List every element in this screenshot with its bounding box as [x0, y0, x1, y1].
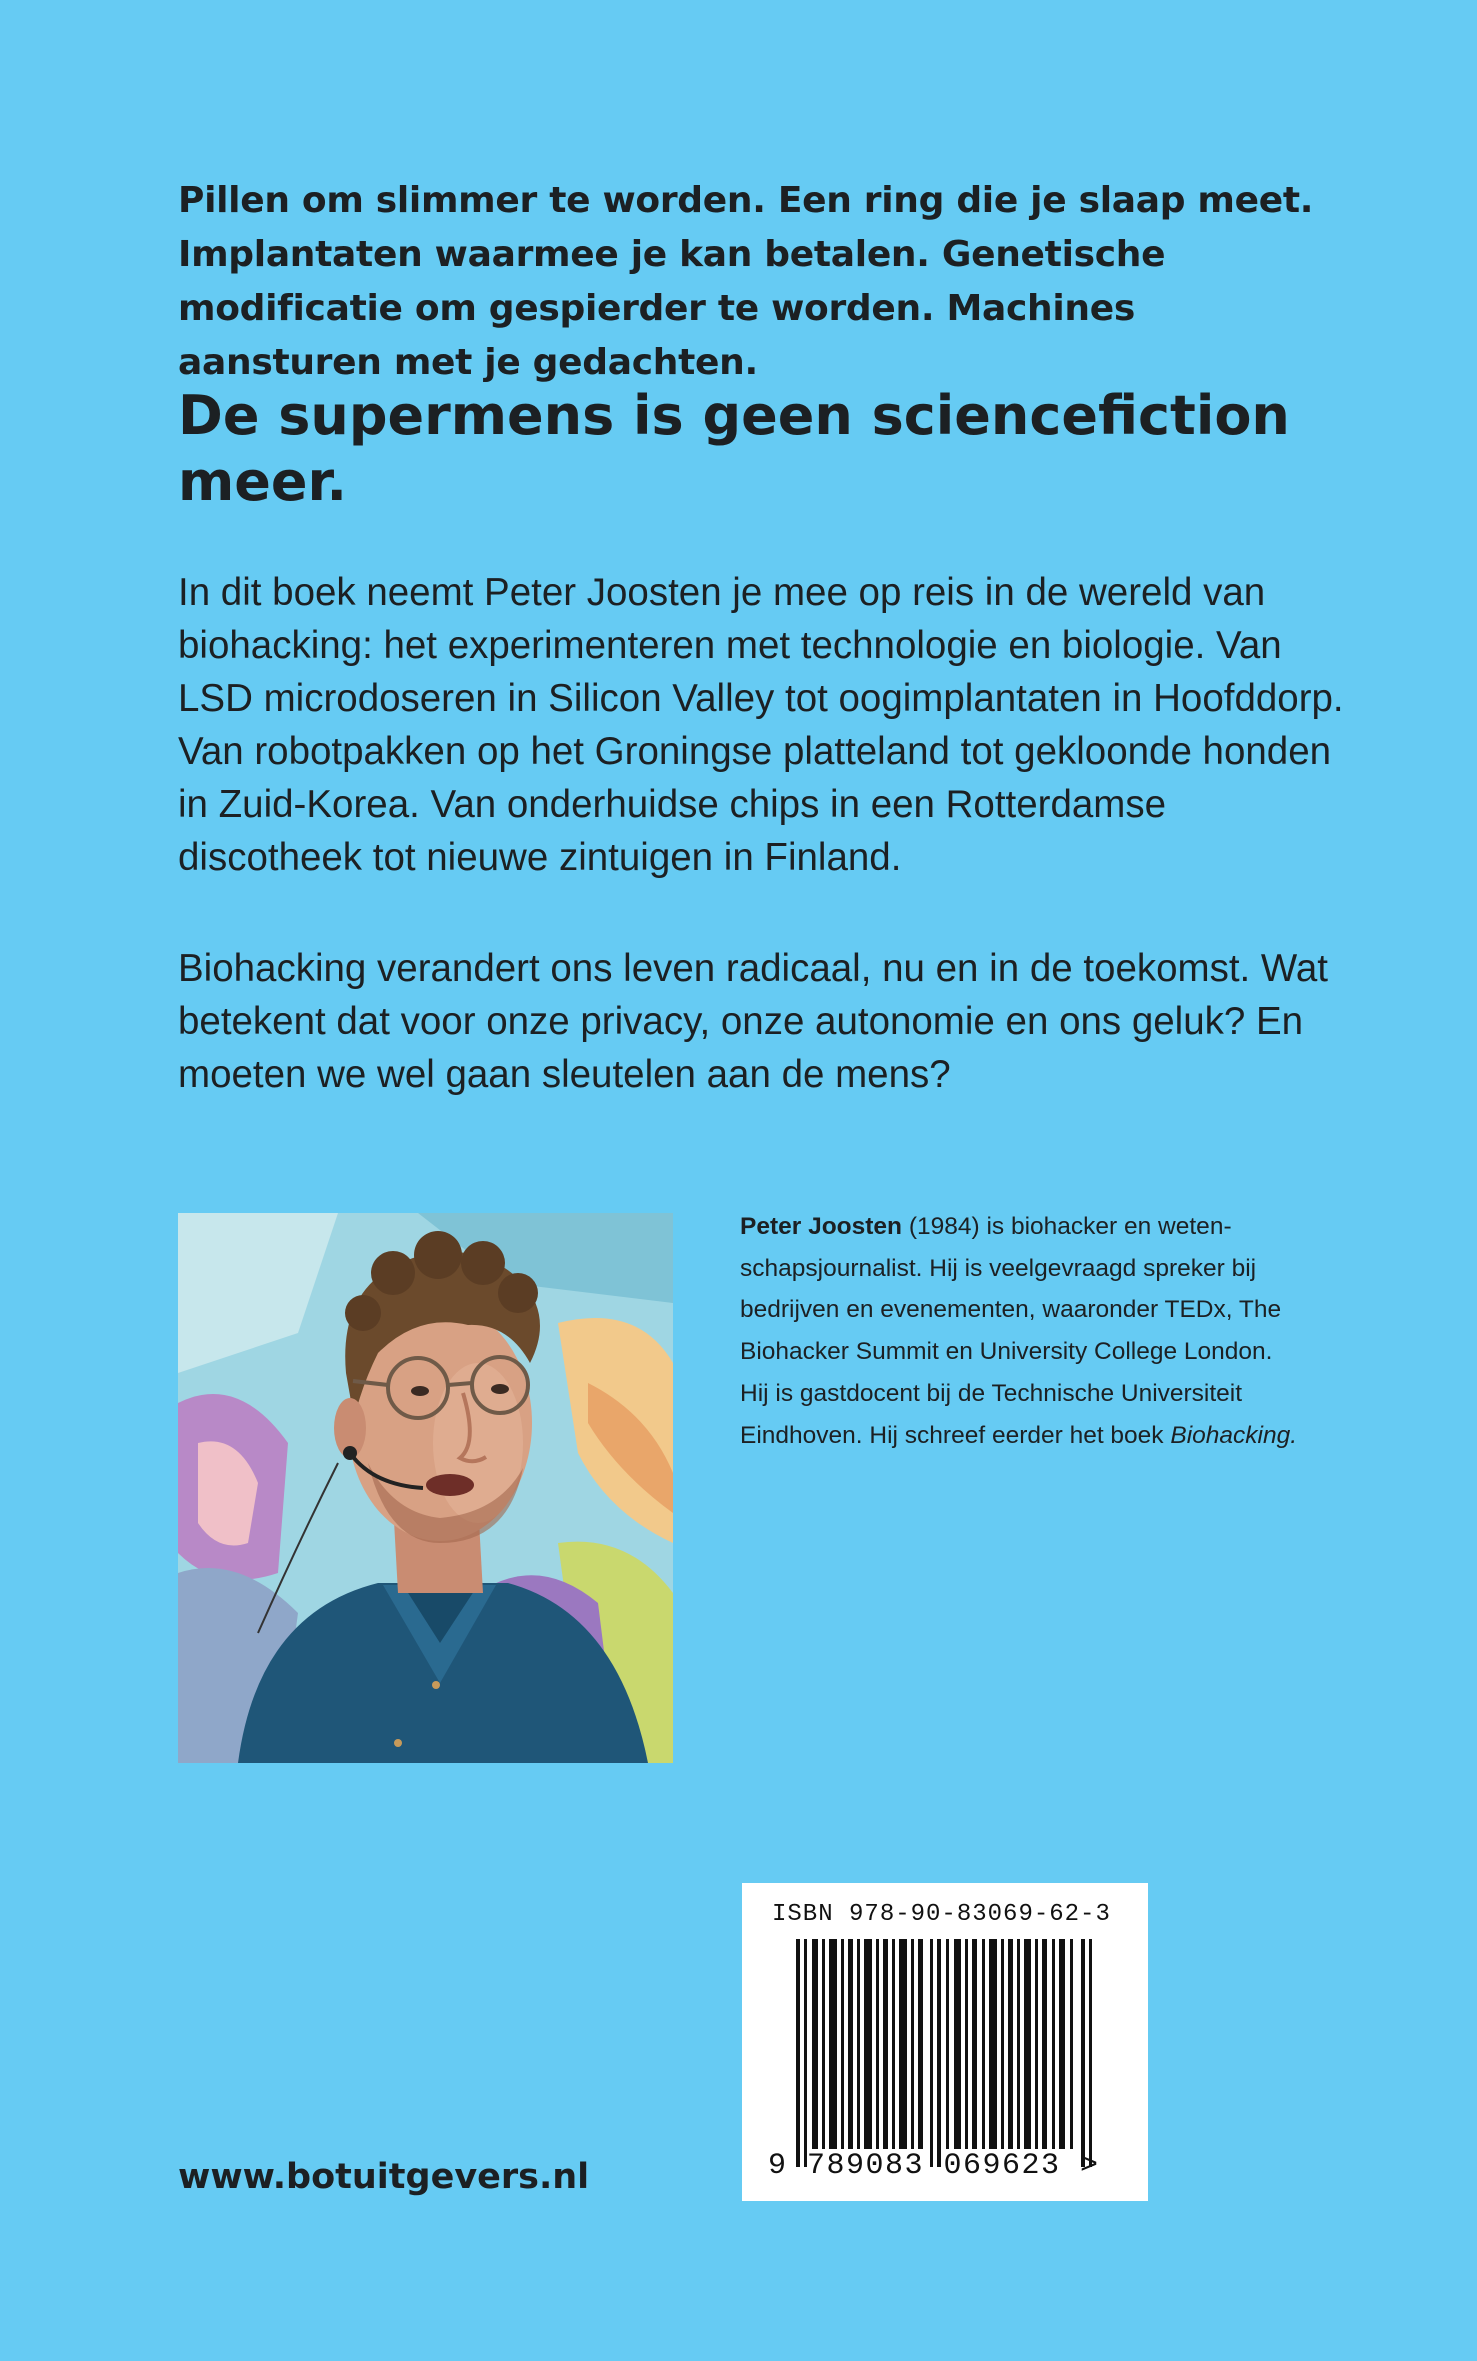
- barcode-digits: 9 789083 069623 >: [768, 2149, 1100, 2183]
- headline: De supermens is geen sciencefiction meer.: [178, 384, 1290, 513]
- isbn-barcode: [742, 1883, 1148, 2201]
- intro-text: Pillen om slimmer te worden. Een ring die je slaap meet. Implantaten waarmee je kan betalen. Genetische modificatie om gespierder te worden. Machines aansturen met je gedachten.: [178, 180, 1314, 383]
- isbn-label: ISBN 978-90-83069-62-3: [772, 1901, 1111, 1928]
- author-photo-illustration: [178, 1213, 673, 1763]
- author-photo: [178, 1213, 673, 1763]
- author-book-title: Biohacking.: [1170, 1421, 1298, 1449]
- description-paragraph-1: In dit boek neemt Peter Joosten je mee op reis in de wereld van biohacking: het experimenteren met technologie en biologie. Van LSD microdoseren in Silicon Valley tot oogimplantaten in Hoofddorp. Van robotpakken op het Groningse platteland tot gekloonde honden in Zuid-Korea. Van onderhuidse chips in een Rotterdamse discotheek tot nieuwe zintuigen in Finland.: [178, 571, 1344, 879]
- barcode-bars: [796, 1939, 1098, 2167]
- author-name: Peter Joosten: [740, 1213, 903, 1240]
- description-paragraph-2: Biohacking verandert ons leven radicaal, nu en in de toekomst. Wat betekent dat voor onze privacy, onze autonomie en ons geluk? En moeten we wel gaan sleutelen aan de mens?: [178, 947, 1328, 1096]
- author-bio: [740, 1206, 1300, 1456]
- publisher-website: www.botuitgevers.nl: [178, 2157, 590, 2197]
- author-bio-text: (1984) is biohacker en wetenschapsjournalist. Hij is veelgevraagd spreker bij bedrijven en evenementen, waaronder TEDx, The Biohacker Summit en University College London. Hij is gastdocent bij de Technische Universiteit Eindhoven. Hij schreef eerder het boek: [740, 1213, 1282, 1449]
